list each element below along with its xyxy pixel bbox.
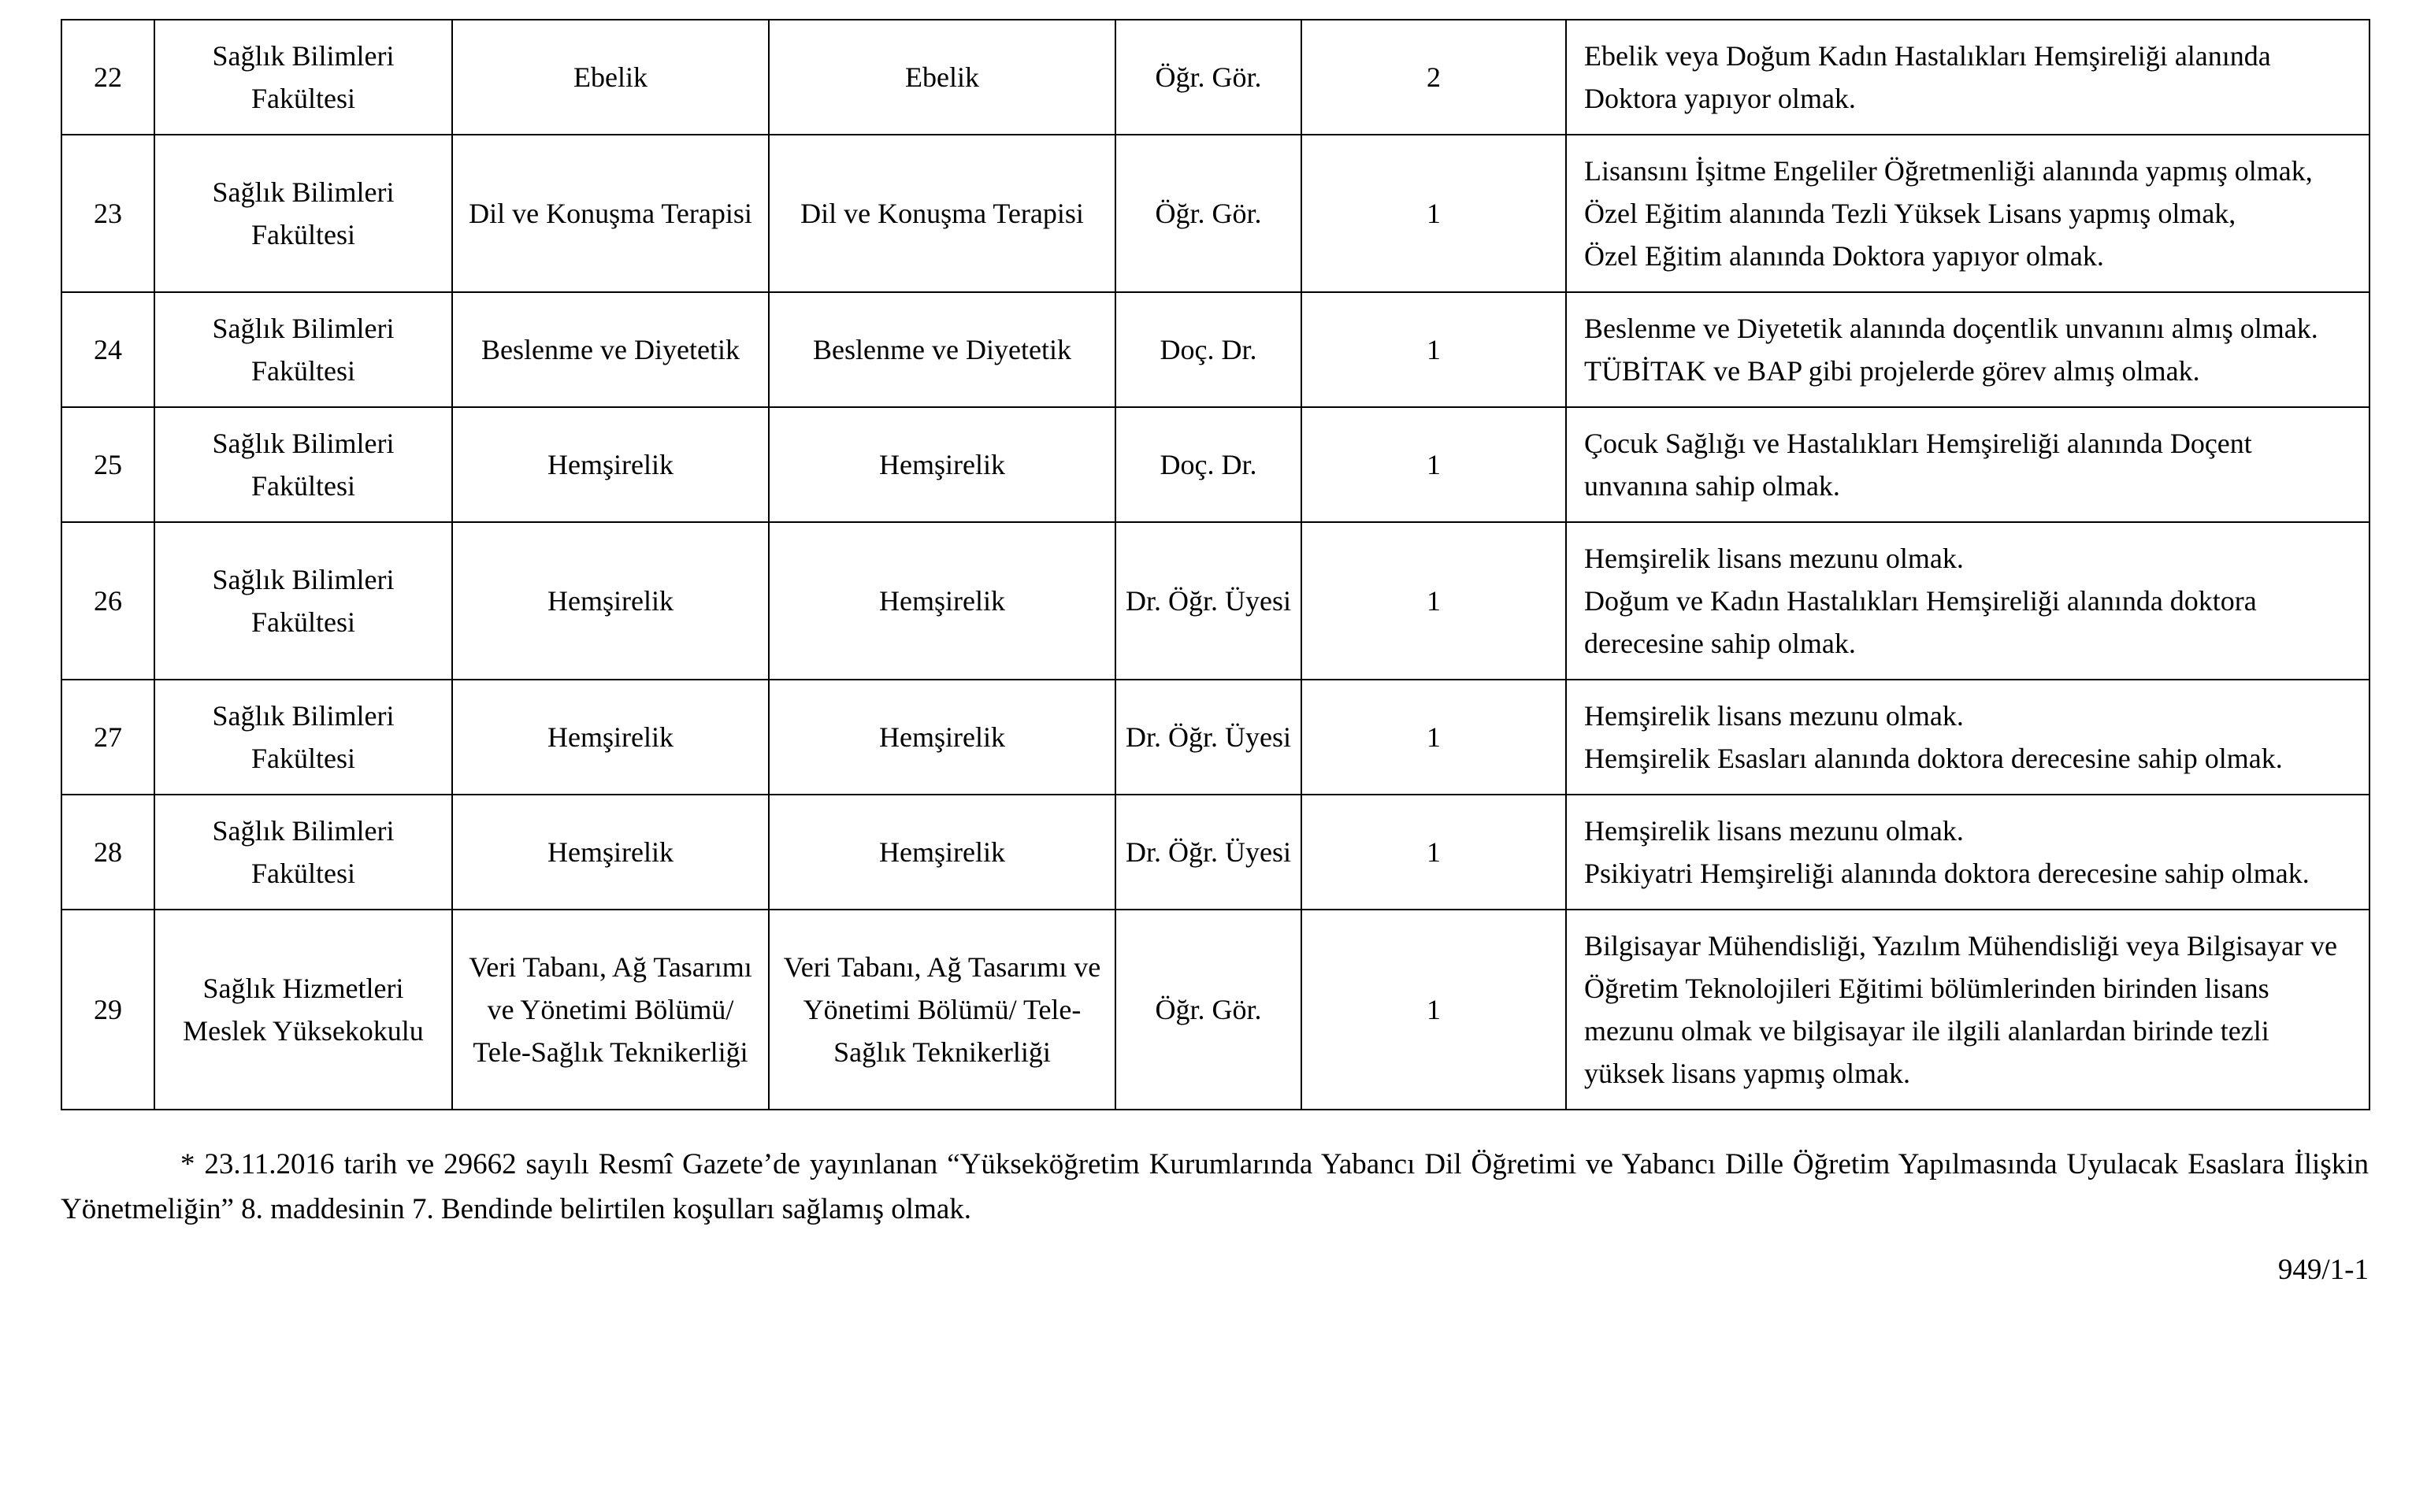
- cell-department: Dil ve Konuşma Terapisi: [452, 135, 769, 292]
- requirement-line: Doğum ve Kadın Hastalıkları Hemşireliği alanında doktora derecesine sahip olmak.: [1584, 585, 2257, 659]
- requirement-line: Psikiyatri Hemşireliği alanında doktora derecesine sahip olmak.: [1584, 858, 2310, 889]
- page-number: 949/1-1: [2277, 1253, 2369, 1286]
- cell-requirements: [1566, 407, 2369, 522]
- cell-row-number: 23: [61, 135, 154, 292]
- cell-program: Hemşirelik: [769, 680, 1115, 795]
- requirement-line: Çocuk Sağlığı ve Hastalıkları Hemşireliği alanında Doçent unvanına sahip olmak.: [1584, 428, 2252, 502]
- cell-row-number: 28: [61, 795, 154, 910]
- cell-department: Hemşirelik: [452, 795, 769, 910]
- cell-requirements: [1566, 292, 2369, 407]
- cell-title: Doç. Dr.: [1115, 292, 1301, 407]
- table-row: [61, 522, 2369, 680]
- cell-count: 1: [1301, 910, 1566, 1110]
- requirement-line: Özel Eğitim alanında Tezli Yüksek Lisans yapmış olmak,: [1584, 198, 2236, 229]
- table-row: [61, 292, 2369, 407]
- requirement-line: Özel Eğitim alanında Doktora yapıyor olmak.: [1584, 240, 2104, 272]
- job-postings-table: [61, 19, 2370, 1110]
- cell-program: Hemşirelik: [769, 522, 1115, 680]
- table-row: [61, 135, 2369, 292]
- requirement-line: Bilgisayar Mühendisliği, Yazılım Mühendisliği veya Bilgisayar ve Öğretim Teknolojileri Eğitimi bölümlerinden birinden lisans mezunu olmak ve bilgisayar ile ilgili alanlardan birinde tezli yüksek lisans yapmış olmak.: [1584, 930, 2337, 1089]
- cell-program: Hemşirelik: [769, 795, 1115, 910]
- cell-department: Hemşirelik: [452, 407, 769, 522]
- requirement-line: Hemşirelik lisans mezunu olmak.: [1584, 543, 1964, 574]
- cell-count: 1: [1301, 680, 1566, 795]
- requirement-line: Beslenme ve Diyetetik alanında doçentlik unvanını almış olmak.: [1584, 313, 2318, 344]
- requirement-line: TÜBİTAK ve BAP gibi projelerde görev almış olmak.: [1584, 355, 2200, 387]
- cell-faculty: Sağlık Bilimleri Fakültesi: [154, 680, 452, 795]
- cell-program: Hemşirelik: [769, 407, 1115, 522]
- footnote: * 23.11.2016 tarih ve 29662 sayılı Resmî Gazete’de yayınlanan “Yükseköğretim Kurumlarında Yabancı Dil Öğretimi ve Yabancı Dille Öğretim Yapılmasında Uyulacak Esaslara İlişkin Yönetmeliğin” 8. maddesinin 7. Bendinde belirtilen koşulları sağlamış olmak.: [61, 1148, 2369, 1226]
- cell-program: Beslenme ve Diyetetik: [769, 292, 1115, 407]
- requirement-line: Ebelik veya Doğum Kadın Hastalıkları Hemşireliği alanında Doktora yapıyor olmak.: [1584, 40, 2271, 114]
- cell-row-number: 22: [61, 20, 154, 135]
- cell-department: Hemşirelik: [452, 680, 769, 795]
- cell-requirements: [1566, 522, 2369, 680]
- cell-title: Dr. Öğr. Üyesi: [1115, 795, 1301, 910]
- requirement-line: Hemşirelik lisans mezunu olmak.: [1584, 815, 1964, 847]
- cell-department: Ebelik: [452, 20, 769, 135]
- cell-department: Hemşirelik: [452, 522, 769, 680]
- cell-count: 2: [1301, 20, 1566, 135]
- cell-department: Veri Tabanı, Ağ Tasarımı ve Yönetimi Bölümü/ Tele-Sağlık Teknikerliği: [452, 910, 769, 1110]
- table-row: [61, 680, 2369, 795]
- table-row: [61, 910, 2369, 1110]
- cell-title: Öğr. Gör.: [1115, 20, 1301, 135]
- cell-faculty: Sağlık Bilimleri Fakültesi: [154, 20, 452, 135]
- requirement-line: Lisansını İşitme Engeliler Öğretmenliği alanında yapmış olmak,: [1584, 155, 2313, 187]
- cell-faculty: Sağlık Hizmetleri Meslek Yüksekokulu: [154, 910, 452, 1110]
- cell-faculty: Sağlık Bilimleri Fakültesi: [154, 292, 452, 407]
- cell-requirements: [1566, 20, 2369, 135]
- requirement-line: Hemşirelik Esasları alanında doktora derecesine sahip olmak.: [1584, 743, 2283, 774]
- cell-program: Ebelik: [769, 20, 1115, 135]
- cell-title: Öğr. Gör.: [1115, 910, 1301, 1110]
- cell-title: Dr. Öğr. Üyesi: [1115, 680, 1301, 795]
- cell-requirements: [1566, 910, 2369, 1110]
- cell-program: Dil ve Konuşma Terapisi: [769, 135, 1115, 292]
- cell-count: 1: [1301, 135, 1566, 292]
- cell-requirements: [1566, 135, 2369, 292]
- cell-row-number: 24: [61, 292, 154, 407]
- cell-row-number: 27: [61, 680, 154, 795]
- cell-row-number: 26: [61, 522, 154, 680]
- cell-count: 1: [1301, 292, 1566, 407]
- table-row: [61, 407, 2369, 522]
- cell-count: 1: [1301, 795, 1566, 910]
- table-row: [61, 20, 2369, 135]
- cell-requirements: [1566, 680, 2369, 795]
- cell-faculty: Sağlık Bilimleri Fakültesi: [154, 135, 452, 292]
- requirement-line: Hemşirelik lisans mezunu olmak.: [1584, 700, 1964, 732]
- cell-requirements: [1566, 795, 2369, 910]
- cell-title: Doç. Dr.: [1115, 407, 1301, 522]
- cell-program: Veri Tabanı, Ağ Tasarımı ve Yönetimi Bölümü/ Tele-Sağlık Teknikerliği: [769, 910, 1115, 1110]
- cell-faculty: Sağlık Bilimleri Fakültesi: [154, 795, 452, 910]
- cell-row-number: 25: [61, 407, 154, 522]
- cell-row-number: 29: [61, 910, 154, 1110]
- cell-title: Dr. Öğr. Üyesi: [1115, 522, 1301, 680]
- job-table-body: [61, 20, 2369, 1110]
- cell-faculty: Sağlık Bilimleri Fakültesi: [154, 407, 452, 522]
- cell-count: 1: [1301, 522, 1566, 680]
- cell-title: Öğr. Gör.: [1115, 135, 1301, 292]
- cell-department: Beslenme ve Diyetetik: [452, 292, 769, 407]
- cell-count: 1: [1301, 407, 1566, 522]
- cell-faculty: Sağlık Bilimleri Fakültesi: [154, 522, 452, 680]
- table-row: [61, 795, 2369, 910]
